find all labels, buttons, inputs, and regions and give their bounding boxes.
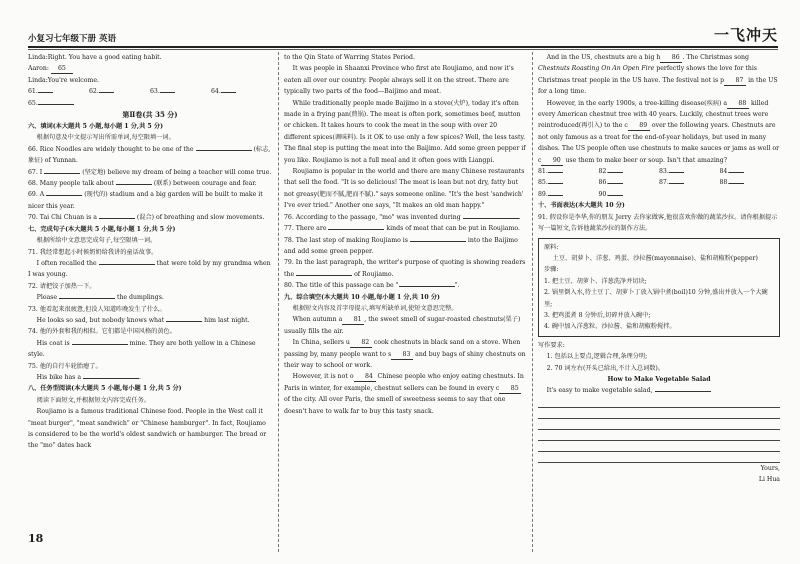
question-73-sentence: He looks so sad, but nobody knows what him last night. [36,316,250,324]
writing-line[interactable] [538,452,780,463]
recipe-step: 3. 把鸡蛋煮 8 分钟后,切碎并放入碗中; [544,311,651,319]
question-80: 80. The title of this passage can be " ". [284,282,460,290]
question-71: 71. 我经常想起小时候奶奶给我讲的童话故事。 [28,248,158,256]
requirement-item: 2. 70 词左右(开头已给出,不计入总词数)。 [546,364,664,372]
recipe-step: 2. 锅里倒入水,待土豆丁、胡萝卜丁放入锅中煮(boil)10 分钟,盛出并放入一个大碗里; [544,289,768,308]
writing-prompt: 91. 假设你是李华,你的朋友 Jerry 去你家做客,他很喜欢你做的蔬菜沙拉。请你根据提示写一篇短文,告诉他蔬菜沙拉的制作方法。 [538,213,778,233]
question-71-sentence: I often recalled the that were told by my grandma when I was young. [28,259,271,279]
passage-paragraph: to the Qin State of Warring States Period. [284,54,415,61]
requirement-item: 1. 包括以上要点,逻辑合理,条理分明; [546,353,648,361]
section-instruction: 根据所给中文意思完成句子,每空限填一词。 [36,237,157,245]
passage-paragraph: It was people in Shaanxi Province who first ate Roujiamo, and now it's eaten all over our country. People always sell it on the street. There are typically two parts of the food—Baijimo and meat. [284,65,514,96]
section-title: 六、填词(本大题共 5 小题,每小题 1 分,共 5 分) [28,123,164,131]
essay-opening: It's easy to make vegetable salad, [538,385,780,396]
writing-line[interactable] [538,441,780,452]
question-72-sentence: Please the dumplings. [36,294,164,302]
writing-line[interactable] [538,408,780,419]
ingredients-list: 土豆、胡萝卜、洋葱、鸡蛋、沙拉酱(mayonnaise)、盐和胡椒粉(pepper) [552,254,758,262]
answer-row: 61. 62. 63. 64. [28,86,272,97]
question-79: 79. In the last paragraph, the writer's purpose of quoting is showing readers the of Roujiamo. [284,259,526,278]
answer-row: 65. [28,98,272,109]
section-instruction: 根据短文内容及首字母提示,填写所缺单词,使短文意思完整。 [292,304,458,312]
dialogue-line: Linda:Right. You have a good eating habit. [28,54,162,61]
question-68: 68. Many people talk about (联系) between courage and fear. [28,180,257,188]
header-book-title: 小复习七年级下册 英语 [28,34,116,44]
question-75-sentence: His bike has a . [36,373,141,381]
question-66: 66. Rice Noodles are widely thought to be one of the (标志,象征) of Yunnan. [28,145,271,165]
writing-line[interactable] [538,430,780,441]
column-2 [284,52,526,417]
dialogue-line: Linda:You're welcome. [28,76,99,84]
requirements-label: 写作要求: [538,341,565,349]
answer-row: 89. 90. [538,189,780,200]
recipe-step: 4. 碗中加入洋葱粒、沙拉酱、盐和胡椒粉搅拌。 [544,323,676,331]
section-title: 七、完成句子(本大题共 5 小题,每小题 1 分,共 5 分) [28,225,176,233]
question-74: 74. 他的外套和我的相似。它们都是中国风格的黄色。 [28,328,176,336]
cloze-paragraph: In China, sellers u 82 cook chestnuts in black sand on a stove. When passing by, many people want to s 83 and buy bags of shiny chestnuts on their way to school or work. [284,339,526,369]
answer-row: 85. 86. 87. 88. [538,177,780,188]
section-title: 九、综合填空(本大题共 10 小题,每小题 1 分,共 10 分) [284,293,440,301]
signature-closing: Yours, [760,464,780,472]
question-77: 77. There are kinds of meat that can be put in Roujiamo. [284,225,520,233]
column-divider [278,52,279,552]
passage-paragraph: While traditionally people made Baijimo in a stove(火炉), today it's often made in a frying pan(煎锅). The meat is often pork, sometimes beef, mutton or chicken. It takes hours to cook the meat in the soup with over 20 different spices(调味料). Is it OK to use only a few spices? Well, the less tasty. The final step is putting the meat into the Baijimo. Add some green pepper if you like. Roujiamo is not a full meal and it often goes with Liangpi. [284,99,526,164]
writing-line[interactable] [538,397,780,408]
question-74-sentence: His coat is mine. They are both yellow in a Chinese style. [28,339,256,359]
dialogue-line: Aaron: 65 [28,63,272,74]
section-title: 十、书面表达(本大题共 10 分) [538,202,625,210]
question-69: 69. A (现代的) stadium and a big garden will be built to make it nicer this year. [28,191,263,210]
question-67: 67. I (坚定地) believe my dream of being a teacher will come true. [28,168,272,176]
section-title: 八、任务型阅读(本大题共 5 小题,每小题 1 分,共 5 分) [28,385,182,393]
column-divider [532,52,533,552]
section-instruction: 根据句意及中文提示写出所需单词,每空限填一词。 [36,134,175,142]
essay-title: How to Make Vegetable Salad [607,375,711,383]
cloze-paragraph: When autumn a 81 , the sweet smell of sugar-roasted chestnuts(栗子) usually fills the air. [284,316,521,335]
column-3 [538,52,780,486]
writing-line[interactable] [538,419,780,430]
question-78: 78. The last step of making Roujiamo is into the Baijimo and add some green pepper. [284,236,518,255]
question-76: 76. According to the passage, "mo" was invented during . [284,213,521,221]
cloze-paragraph: However, it is not o 84 Chinese people who enjoy eating chestnuts. In Paris in winter, for example, chestnut sellers can be found in every c 85 of the city. All over Paris, the smell of sweetness seems to say that one doesn't have to walk far to buy this tasty snack. [284,373,524,415]
passage-paragraph: Roujiamo is a famous traditional Chinese food. People in the West call it "meat burger", "meat sandwich" or "Chinese hamburger". In fact, Roujiamo is considered to be the world's oldest sandwich or hamburger. The bread or the "mo" dates back [28,408,267,450]
steps-label: 步骤: [544,266,559,274]
header-rule [28,46,778,48]
question-70: 70. Tai Chi Chuan is a (混合) of breathing and slow movements. [28,214,265,222]
section-instruction: 阅读下面短文,并根据短文内容完成任务。 [36,396,151,404]
page-number: 18 [28,532,44,545]
signature-name: Li Hua [758,476,780,484]
question-73: 73. 他看起来很疲惫,但没人知道昨晚发生了什么。 [28,305,166,313]
recipe-box [538,238,780,337]
answer-row: 81. 82. 83. 84. [538,166,780,177]
question-72: 72. 请把饺子加热一下。 [28,282,96,290]
recipe-step: 1. 把土豆、胡萝卜、洋葱洗净并切块; [544,277,647,285]
passage-paragraph: Roujiamo is popular in the world and there are many Chinese restaurants that sell the food. "It is so delicious! The meat is lean but not dry, fatty but not greasy(肥而不腻,肥而不腻)." says someone online. "It's the best 'sandwich' I've ever tried." Another one says, "It makes an old man happy." [284,168,525,210]
header-brand-logo: 一飞冲天 [713,26,778,44]
question-75: 75. 他的自行车轮胎瘪了。 [28,362,102,370]
cloze-paragraph: And in the US, chestnuts are a big h 86 . The Christmas song Chestnuts Roasting On An Open Fire perfectly shows the love for this Christmas treat people in the US have. The festival not is p 87 in the US for a long time. [538,54,778,96]
header-rule-thin [28,49,778,50]
part-heading: 第Ⅱ卷(共 35 分) [122,110,178,120]
cloze-paragraph: However, in the early 1900s, a tree-killing disease(疾病) a 88 killed every American chestnut tree with 40 years. Luckily, chestnut trees were reintroduced(再引入) to the c 89 over the following years. Chestnuts are not only famous as a treat for the end-of-year holidays, but used in many dishes. The US people often use chestnuts to make sauces or jams as well or c 90 use them to make beer or soup. Isn't that amazing? [538,99,780,164]
ingredients-label: 原料: [544,243,559,251]
column-1 [28,52,272,452]
